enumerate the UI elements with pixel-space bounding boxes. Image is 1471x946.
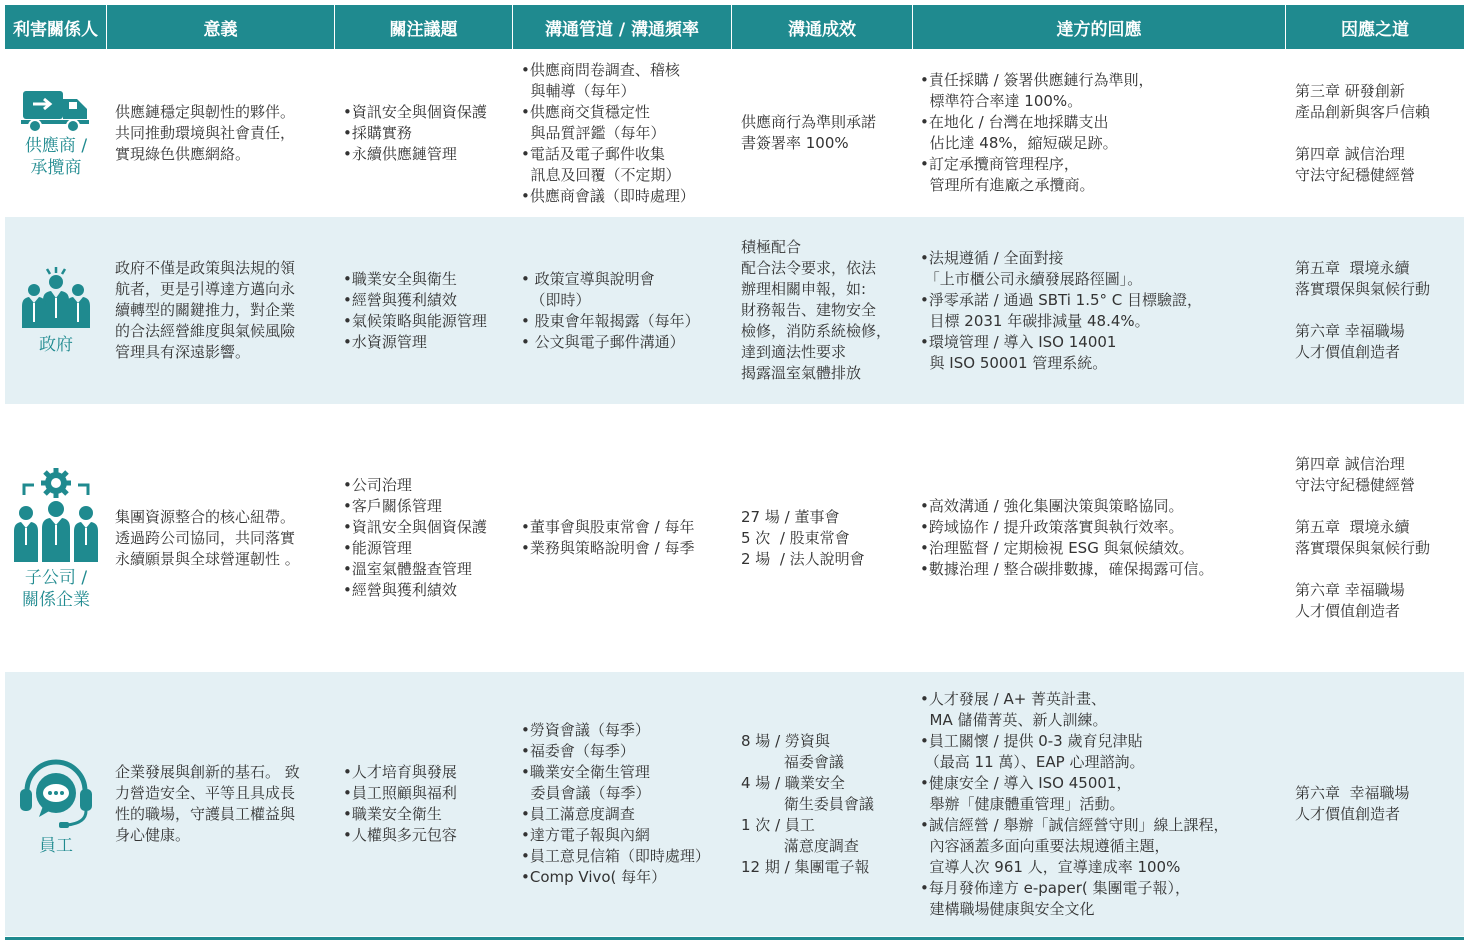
stakeholder-label: 子公司 / 關係企業 [22,568,90,610]
headset-chat-icon [15,751,97,833]
issues-cell: •人才培育與發展 •員工照顧與福利 •職業安全衛生 •人權與多元包容 [343,763,457,844]
results-cell: 8 場 / 勞資與 福委會議 4 場 / 職業安全 衛生委員會議 1 次 / 員工 滿意度調查 12 期 / 集團電子報 [741,731,874,876]
stakeholder-label: 供應商 / 承攬商 [24,136,88,178]
meaning-cell: 供應鏈穩定與韌性的夥伴。 共同推動環境與社會責任， 實現綠色供應網絡。 [115,102,296,163]
stakeholder-label: 員工 [39,836,73,856]
approach-cell: 第三章 研發創新 產品創新與客戶信賴 第四章 誠信治理 守法守紀穩健經營 [1295,81,1431,184]
stakeholder-cell [5,49,107,217]
header-meaning: 意義 [107,5,335,49]
channels-cell: • 政策宣導與說明會 （即時） • 股東會年報揭露（每年） • 公文與電子郵件溝通） [521,269,700,351]
results-cell: 供應商行為準則承諾 書簽署率 100% [741,113,877,152]
response-cell: •法規遵循 / 全面對接 「上市櫃公司永續發展路徑圖」。 •淨零承諾 / 通過 SBTi 1.5° C 目標驗證， 目標 2031 年碳排減量 48.4%。 •環境管理 / 導入 ISO 14001 與 ISO 50001 管理系統。 [920,248,1203,372]
issues-cell: •資訊安全與個資保護 •採購實務 •永續供應鏈管理 [343,102,487,163]
meaning-cell: 企業發展與創新的基石。 致 力營造安全、平等且具成長 性的職場，守護員工權益與 身心健康。 [115,763,300,844]
header-channels: 溝通管道 / 溝通頻率 [513,5,732,49]
stakeholder-label: 政府 [39,334,73,355]
meaning-cell: 集團資源整合的核心紐帶。 透過跨公司協同，共同落實 永續願景與全球營運韌性 。 [115,507,300,568]
header-response: 達方的回應 [913,5,1286,49]
stakeholder-cell [5,672,107,936]
channels-cell: •勞資會議（每季） •福委會（每季） •職業安全衛生管理 委員會議（每季） •員工滿意度調查 •達方電子報與內網 •員工意見信箱（即時處理） •Comp Vivo( 每年） [521,721,710,886]
response-cell: •高效溝通 / 強化集團決策與策略協同。 •跨域協作 / 提升政策落實與執行效率。 •治理監督 / 定期檢視 ESG 與氣候績效。 •數據治理 / 整合碳排數據，確保揭露可信。 [920,497,1214,578]
meaning-cell: 政府不僅是政策與法規的領 航者，更是引導達方邁向永 續轉型的關鍵推力，對企業 的合法經營維度與氣候風險 管理具有深遠影響。 [115,259,296,361]
organization-gear-icon [10,465,102,565]
government-people-icon [16,266,96,332]
table-row [5,217,1464,404]
stakeholder-cell [5,404,107,672]
response-cell: •人才發展 / A+ 菁英計畫、 MA 儲備菁英、新人訓練。 •員工關懷 / 提供 0-3 歲育兒津貼 （最高 11 萬）、EAP 心理諮詢。 •健康安全 / 導入 ISO 45001， 舉辦「健康體重管理」活動。 •誠信經營 / 舉辦「誠信經營守則」線上課程， 內容涵蓋多面向重要法規遵循主題， 宣導人次 961 人，宣導達成率 100% •每月發佈達方 e-paper( 集團電子報）， 建構職場健康與安全文化 [920,689,1229,918]
table-bottom-rule [5,937,1464,940]
issues-cell: •職業安全與衛生 •經營與獲利績效 •氣候策略與能源管理 •水資源管理 [343,269,487,351]
channels-cell: •董事會與股東常會 / 每年 •業務與策略說明會 / 每季 [521,518,695,557]
response-cell: •責任採購 / 簽署供應鏈行為準則， 標準符合率達 100%。 •在地化 / 台灣在地採購支出 佔比達 48%，縮短碳足跡。 •訂定承攬商管理程序， 管理所有進廠之承攬商。 [920,71,1154,194]
table-row [5,404,1464,672]
approach-cell: 第四章 誠信治理 守法守紀穩健經營 第五章 環境永續 落實環保與氣候行動 第六章 幸福職場 人才價值創造者 [1295,455,1431,620]
channels-cell: •供應商問卷調查、稽核 與輔導（每年） •供應商交貨穩定性 與品質評鑑（每年） •電話及電子郵件收集 訊息及回覆（不定期） •供應商會議（即時處理） [521,60,695,205]
results-cell: 積極配合 配合法令要求，依法 辦理相關申報，如: 財務報告、建物安全 檢修，消防系統檢修， 達到適法性要求 揭露溫室氣體排放 [741,238,892,382]
header-issues: 關注議題 [335,5,513,49]
results-cell: 27 場 / 董事會 5 次 / 股東常會 2 場 / 法人說明會 [741,507,865,568]
approach-cell: 第五章 環境永續 落實環保與氣候行動 第六章 幸福職場 人才價值創造者 [1295,259,1431,361]
stakeholder-cell [5,217,107,404]
truck-icon [21,87,91,133]
header-results: 溝通成效 [732,5,913,49]
header-approach: 因應之道 [1286,5,1464,49]
approach-cell: 第六章 幸福職場 人才價值創造者 [1295,784,1410,823]
table-row [5,672,1464,936]
table-row [5,49,1464,217]
issues-cell: •公司治理 •客戶關係管理 •資訊安全與個資保護 •能源管理 •溫室氣體盤查管理 •經營與獲利績效 [343,476,487,599]
header-stakeholder: 利害關係人 [5,5,107,49]
